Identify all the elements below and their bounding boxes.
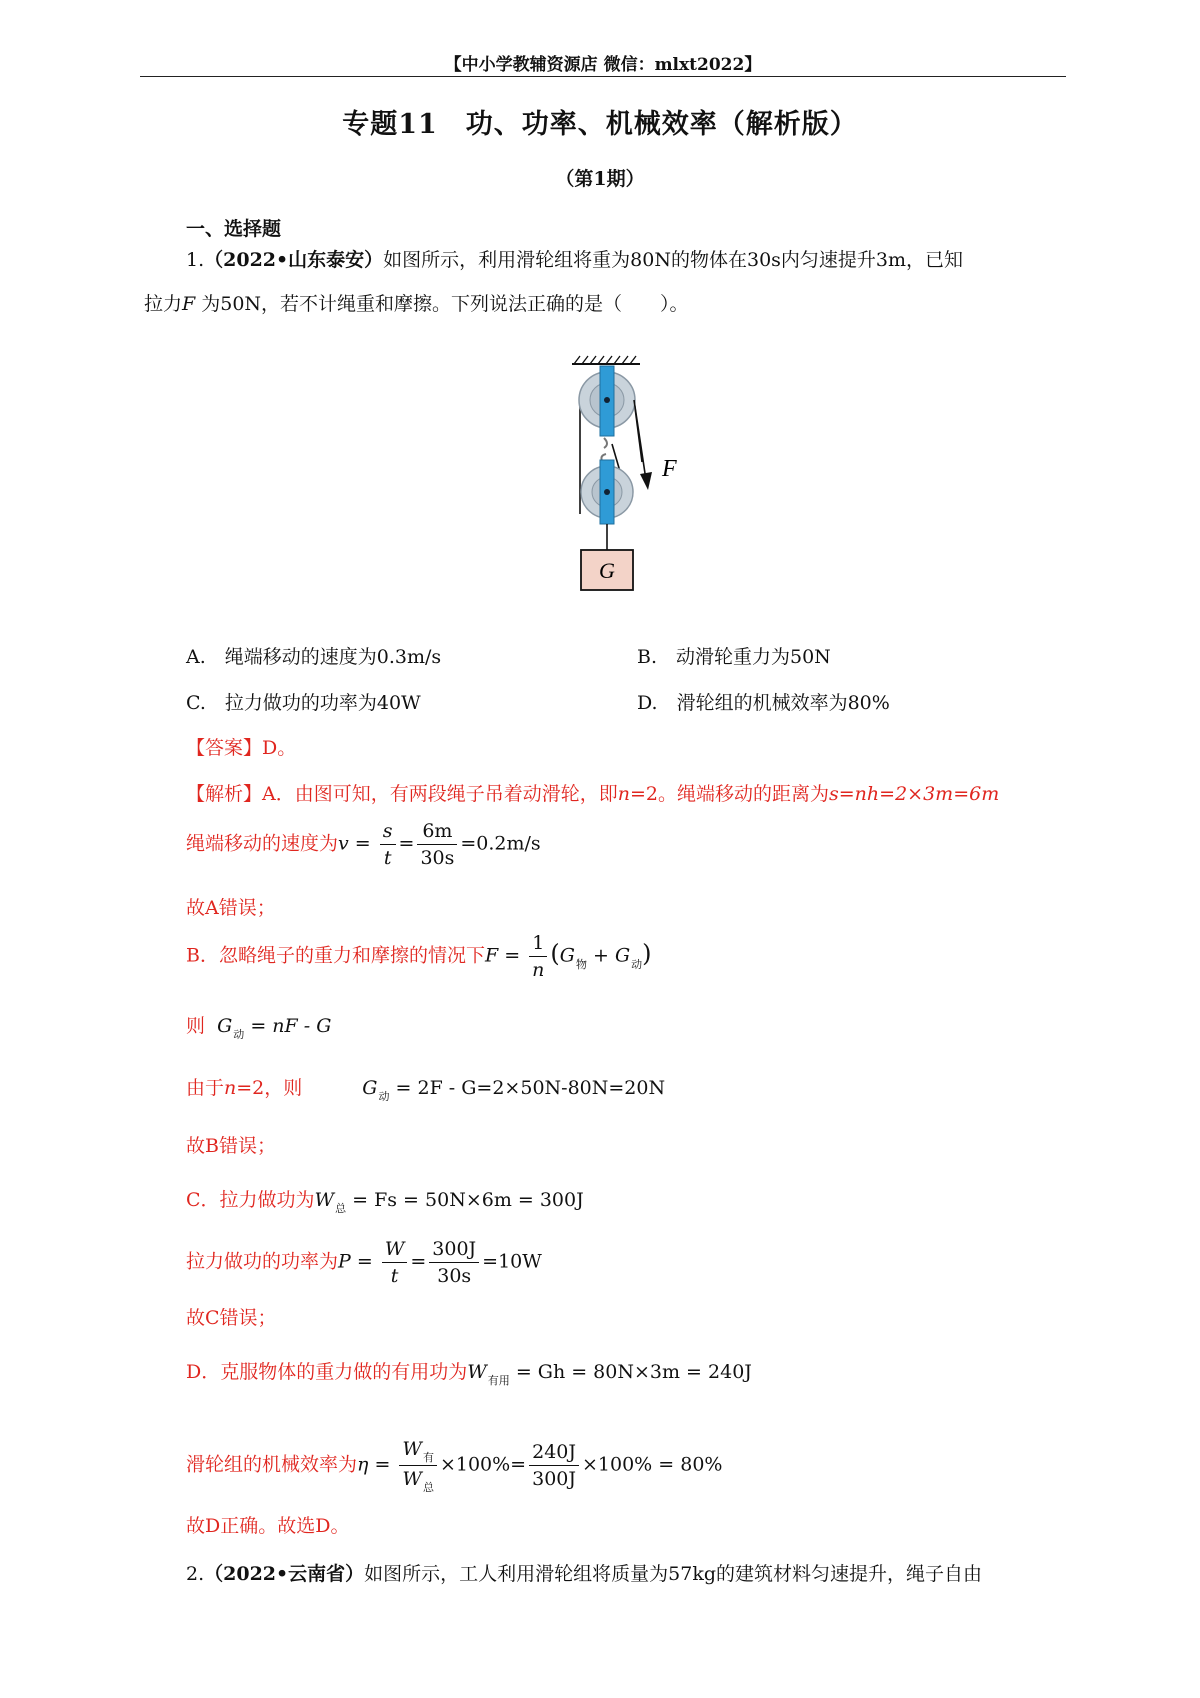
q1-answer: 【答案】D。 <box>186 737 297 759</box>
q1-option-c: C. 拉力做功的功率为40W <box>186 692 421 714</box>
analysis-a3: 故A错误； <box>186 897 276 919</box>
section-heading: 一、选择题 <box>186 218 282 240</box>
analysis-a1-text2: =2。绳端移动的距离为 <box>630 783 830 805</box>
analysis-b4: 故B错误； <box>186 1135 276 1157</box>
frac-240J-300J: $\frac{240J}{300J}$ <box>529 1439 579 1492</box>
fixed-pulley <box>579 366 635 448</box>
force-label: F <box>662 456 677 482</box>
q1-stem-line1 <box>186 246 963 274</box>
q2-number: 2. <box>186 1563 205 1585</box>
q2-stem-line1 <box>186 1560 982 1588</box>
q1-source: （2022•山东泰安） <box>204 249 384 271</box>
pulley-diagram <box>560 354 700 614</box>
header-rule <box>140 76 1066 77</box>
analysis-b1-text: B．忽略绳子的重力和摩擦的情况下 <box>186 944 485 967</box>
movable-pulley <box>581 454 633 524</box>
var-v: v <box>338 832 349 855</box>
force-arrowhead <box>640 472 652 490</box>
document-title: 专题11 功、功率、机械效率（解析版） <box>342 109 858 140</box>
analysis-c2: 拉力做功的功率为P = $\frac{W}{t}$ = $\frac{300J}{30s}$ =10W <box>186 1238 542 1287</box>
q1-stem-text1: 如图所示，利用滑轮组将重为80N的物体在30s内匀速提升3m，已知 <box>383 249 964 271</box>
analysis-a1-text: A．由图可知，有两段绳子吊着动滑轮，即 <box>262 783 618 805</box>
frac-1-n: $\frac{1}{n}$ <box>529 930 547 983</box>
force-arrow-line <box>634 400 646 480</box>
page-header: 【中小学教辅资源店 微信：mlxt2022】 <box>444 55 762 75</box>
analysis-d2: 滑轮组的机械效率为η = $\frac{W_有}{W_总}$ ×100%= $\frac{240J}{300J}$ ×100% = 80% <box>186 1438 723 1494</box>
analysis-a1-eq: s=nh=2×3m=6m <box>829 783 1000 805</box>
q1-option-a: A. 绳端移动的速度为0.3m/s <box>186 646 442 668</box>
frac-W-t: $\frac{W}{t}$ <box>382 1236 408 1289</box>
frac-300J-30s: $\frac{300J}{30s}$ <box>429 1236 479 1289</box>
analysis-c3: 故C错误； <box>186 1307 277 1329</box>
q1-stem-line2 <box>144 290 689 318</box>
analysis-c1: C．拉力做功为$W_总 = Fs = 50N\times 6m = 300J$ <box>186 1189 584 1215</box>
analysis-a2-text: 绳端移动的速度为 <box>186 832 339 855</box>
analysis-d3: 故D正确。故选D。 <box>186 1515 350 1537</box>
q1-stem-text2a: 拉力 <box>144 293 183 315</box>
analysis-b3: 由于n=2，则 $G_动 = 2F - G=2\times 50N-80N=20N$ <box>186 1077 666 1103</box>
q1-var-F: F <box>182 293 196 315</box>
q2-stem-text: 如图所示，工人利用滑轮组将质量为57kg的建筑材料匀速提升，绳子自由 <box>364 1563 983 1585</box>
analysis-b2: 则 $G_动$ = nF - G <box>186 1015 332 1041</box>
frac-s-t: $\frac{s}{t}$ <box>380 818 396 871</box>
q1-option-d: D. 滑轮组的机械效率为80% <box>637 692 890 714</box>
ceiling-hatch <box>574 356 636 364</box>
load-label: G <box>599 558 615 583</box>
q1-number: 1. <box>186 249 205 271</box>
frac-6m-30s: $\frac{6m}{30s}$ <box>417 818 457 871</box>
q1-option-b: B. 动滑轮重力为50N <box>637 646 831 668</box>
analysis-tag: 【解析】 <box>186 783 263 805</box>
frac-W-useful-W-total: $\frac{W_有}{W_总}$ <box>399 1436 437 1495</box>
analysis-a1-n: n <box>617 783 630 805</box>
analysis-d1: D．克服物体的重力做的有用功为$W_{有用} = Gh = 80N\times 3m = 240J$ <box>186 1361 752 1387</box>
analysis-b1: B．忽略绳子的重力和摩擦的情况下F = $\frac{1}{n}$ $(G_物 + G_动)$ <box>186 932 652 981</box>
q1-stem-text2b: 为50N，若不计绳重和摩擦。下列说法正确的是（ ）。 <box>201 293 689 315</box>
analysis-a2: 绳端移动的速度为v = $\frac{s}{t}$ = $\frac{6m}{30s}$ =0.2m/s <box>186 820 541 869</box>
analysis-a1 <box>186 780 999 808</box>
analysis-a2-result: =0.2m/s <box>460 832 541 855</box>
q2-source: （2022•云南省） <box>204 1563 365 1585</box>
document-subtitle: （第1期） <box>555 168 645 190</box>
